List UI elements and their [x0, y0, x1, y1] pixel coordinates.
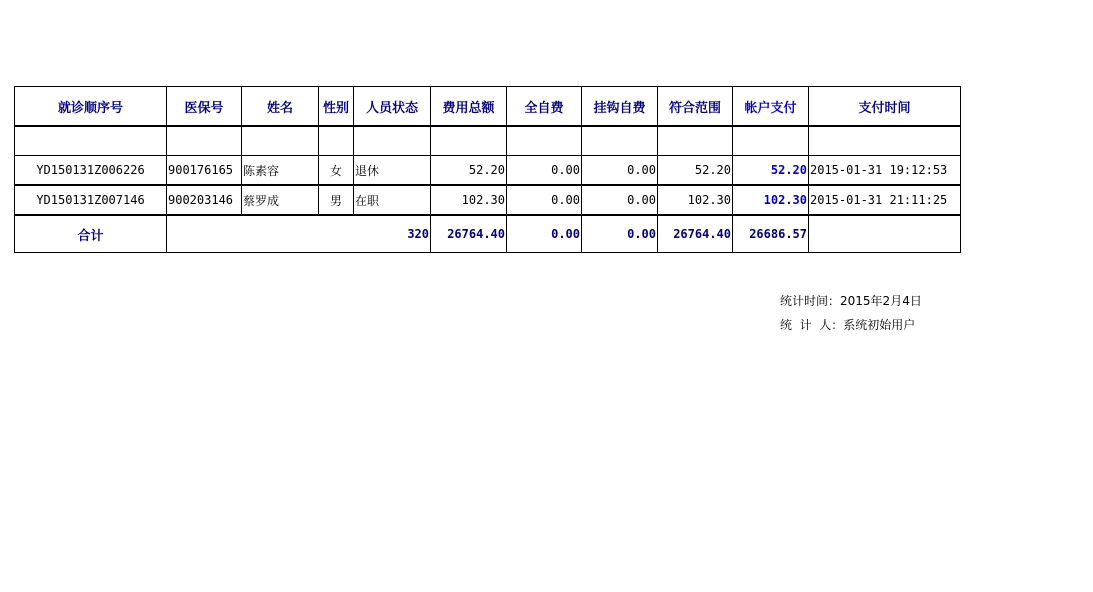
cell-total-cost: 102.30 — [431, 185, 507, 215]
cell-gender: 男 — [319, 185, 354, 215]
header-self-pay-linked: 挂钩自费 — [582, 87, 658, 127]
settlement-report-table — [14, 86, 961, 253]
stat-time-line — [780, 292, 922, 309]
cell-account-pay: 102.30 — [733, 185, 809, 215]
blank-cell — [582, 126, 658, 156]
header-self-pay-full: 全自费 — [507, 87, 582, 127]
cell-in-range: 52.20 — [658, 156, 733, 186]
blank-row — [15, 126, 961, 156]
total-label: 合计 — [15, 215, 167, 253]
cell-name: 陈素容 — [242, 156, 319, 186]
total-in-range: 26764.40 — [658, 215, 733, 253]
cell-insurance-no: 900203146 — [167, 185, 242, 215]
cell-seq: YD150131Z006226 — [15, 156, 167, 186]
header-name: 姓名 — [242, 87, 319, 127]
stat-person-value: 系统初始用户 — [843, 318, 916, 332]
header-row — [15, 87, 961, 127]
blank-cell — [658, 126, 733, 156]
cell-self-pay-linked: 0.00 — [582, 185, 658, 215]
table-row — [15, 185, 961, 215]
blank-cell — [15, 126, 167, 156]
stat-time-value: 2015年2月4日 — [840, 294, 922, 308]
blank-cell — [431, 126, 507, 156]
total-row — [15, 215, 961, 253]
header-total-cost: 费用总额 — [431, 87, 507, 127]
header-in-range: 符合范围 — [658, 87, 733, 127]
header-account-pay: 帐户支付 — [733, 87, 809, 127]
cell-status: 在职 — [354, 185, 431, 215]
blank-cell — [809, 126, 961, 156]
stat-person-line — [780, 316, 915, 333]
blank-cell — [167, 126, 242, 156]
cell-total-cost: 52.20 — [431, 156, 507, 186]
header-pay-time: 支付时间 — [809, 87, 961, 127]
table-row — [15, 156, 961, 186]
blank-cell — [507, 126, 582, 156]
blank-cell — [242, 126, 319, 156]
cell-in-range: 102.30 — [658, 185, 733, 215]
header-status: 人员状态 — [354, 87, 431, 127]
cell-name: 蔡罗成 — [242, 185, 319, 215]
total-self-pay-full: 0.00 — [507, 215, 582, 253]
blank-cell — [319, 126, 354, 156]
blank-cell — [733, 126, 809, 156]
cell-self-pay-full: 0.00 — [507, 156, 582, 186]
header-seq: 就诊顺序号 — [15, 87, 167, 127]
cell-self-pay-full: 0.00 — [507, 185, 582, 215]
stat-time-label: 统计时间： — [780, 294, 841, 308]
total-self-pay-linked: 0.00 — [582, 215, 658, 253]
cell-gender: 女 — [319, 156, 354, 186]
cell-status: 退休 — [354, 156, 431, 186]
total-account-pay: 26686.57 — [733, 215, 809, 253]
total-total-cost: 26764.40 — [431, 215, 507, 253]
total-blank-cell — [809, 215, 961, 253]
cell-pay-time: 2015-01-31 19:12:53 — [809, 156, 961, 186]
blank-cell — [354, 126, 431, 156]
cell-pay-time: 2015-01-31 21:11:25 — [809, 185, 961, 215]
cell-seq: YD150131Z007146 — [15, 185, 167, 215]
header-insurance-no: 医保号 — [167, 87, 242, 127]
cell-self-pay-linked: 0.00 — [582, 156, 658, 186]
total-count: 320 — [167, 215, 431, 253]
header-gender: 性别 — [319, 87, 354, 127]
stat-person-label: 统 计 人： — [780, 318, 844, 332]
cell-insurance-no: 900176165 — [167, 156, 242, 186]
cell-account-pay: 52.20 — [733, 156, 809, 186]
